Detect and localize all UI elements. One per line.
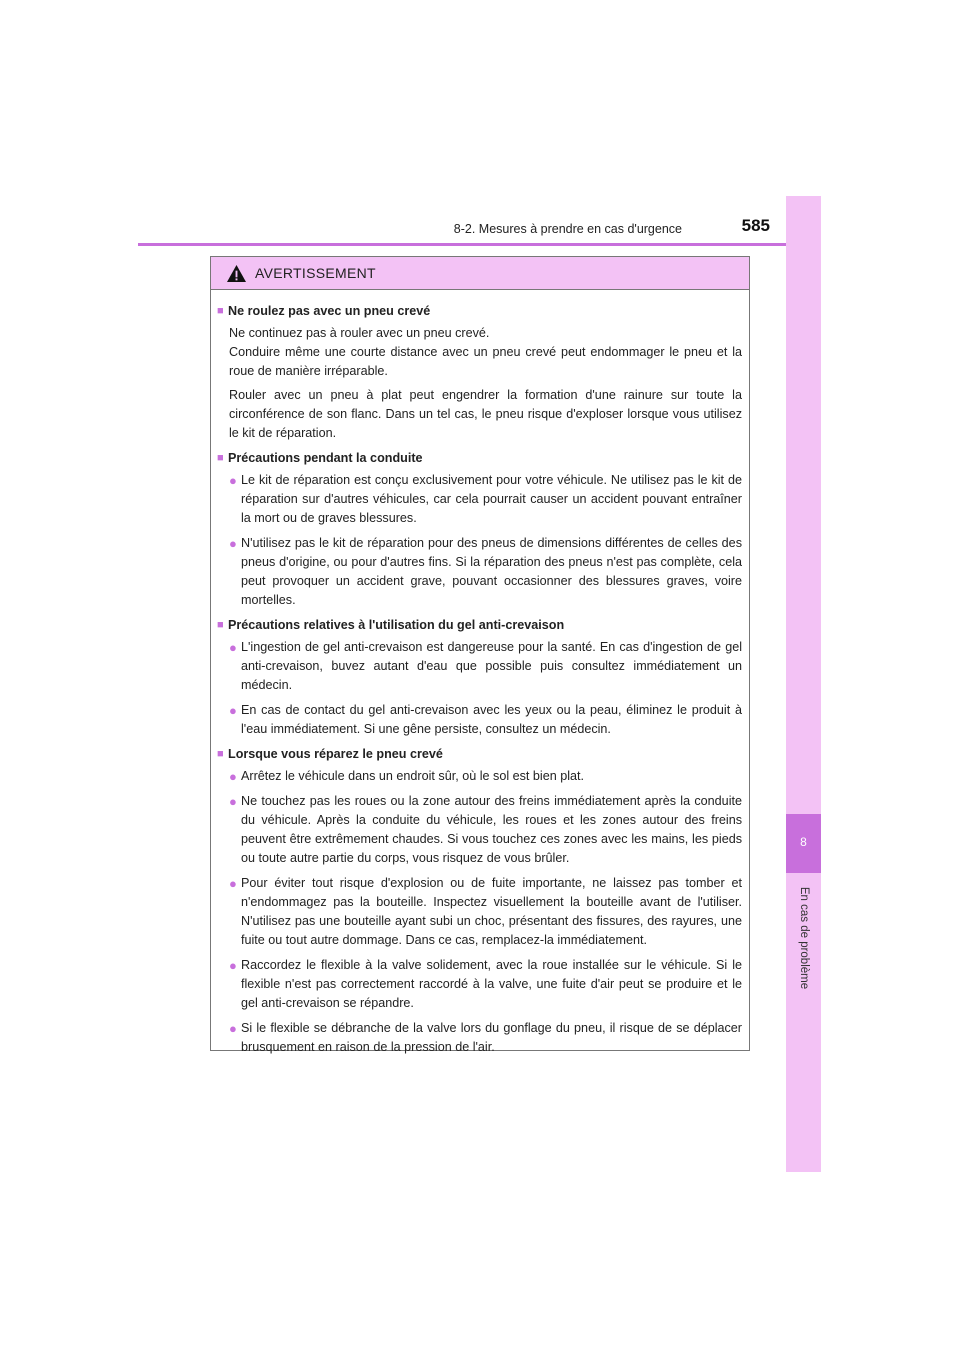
- circle-bullet-icon: ●: [229, 958, 237, 973]
- circle-bullet-icon: ●: [229, 1021, 237, 1036]
- list-item: ● Arrêtez le véhicule dans un endroit sûr, où le sol est bien plat.: [217, 767, 742, 786]
- circle-bullet-icon: ●: [229, 703, 237, 718]
- square-bullet-icon: ■: [217, 452, 224, 464]
- list-item: ● Pour éviter tout risque d'explosion ou de fuite importante, ne laissez pas tomber et n'endommagez pas la bouteille. Inspectez visuellement la bouteille avant de l'utiliser. N'utilisez pas une bouteille ayant subi un choc, présentant des fissures, des rayures, une fuite ou tout autre dommage. Dans ce cas, remplacez-la immédiatement.: [217, 874, 742, 950]
- square-bullet-icon: ■: [217, 748, 224, 760]
- circle-bullet-icon: ●: [229, 794, 237, 809]
- warning-box: [210, 256, 750, 1054]
- circle-bullet-icon: ●: [229, 876, 237, 891]
- page-number: 585: [741, 216, 770, 235]
- circle-bullet-icon: ●: [229, 640, 237, 655]
- paragraph: Ne continuez pas à rouler avec un pneu crevé. Conduire même une courte distance avec un pneu crevé peut endommager le pneu et la roue de manière irréparable.: [229, 326, 742, 378]
- section-heading: ■ Précautions relatives à l'utilisation du gel anti-crevaison: [217, 616, 742, 635]
- paragraph: Rouler avec un pneu à plat peut engendrer la formation d'une rainure sur toute la circonférence de son flanc. Dans un tel cas, le pneu risque d'exploser lorsque vous utilisez le kit de réparation.: [229, 388, 742, 440]
- chapter-title: En cas de problème: [798, 886, 811, 990]
- header-rule: [138, 243, 821, 246]
- warning-triangle-icon: [226, 264, 247, 283]
- section-heading: ■ Ne roulez pas avec un pneu crevé: [217, 302, 742, 321]
- chapter-side-tab: [786, 196, 821, 1172]
- list-item: ● N'utilisez pas le kit de réparation pour des pneus de dimensions différentes de celles des pneus d'origine, ou pour d'autres fins. Si la réparation des pneus n'est pas complète, cela peut provoquer un accident grave, pouvant occasionner des blessures graves, voire mortelles.: [217, 534, 742, 610]
- section-title: 8-2. Mesures à prendre en cas d'urgence: [453, 222, 682, 236]
- square-bullet-icon: ■: [217, 305, 224, 317]
- list-item: ● Le kit de réparation est conçu exclusivement pour votre véhicule. Ne utilisez pas le kit de réparation sur d'autres véhicules, car cela pourrait causer un accident pouvant entraîner la mort ou de graves blessures.: [217, 471, 742, 528]
- square-bullet-icon: ■: [217, 619, 224, 631]
- warning-header: [211, 257, 749, 290]
- circle-bullet-icon: ●: [229, 536, 237, 551]
- list-item: ● Si le flexible se débranche de la valve lors du gonflage du pneu, il risque de se déplacer brusquement en raison de la pression de l'air.: [217, 1019, 742, 1057]
- circle-bullet-icon: ●: [229, 473, 237, 488]
- list-item: ● L'ingestion de gel anti-crevaison est dangereuse pour la santé. En cas d'ingestion de gel anti-crevaison, buvez autant d'eau que possible puis consultez immédiatement un médecin.: [217, 638, 742, 695]
- list-item: ● Raccordez le flexible à la valve solidement, avec la roue installée sur le véhicule. Si le flexible n'est pas correctement raccordé à la valve, une fuite d'air peut se produire et le gel anti-crevaison se répandre.: [217, 956, 742, 1013]
- list-item: ● En cas de contact du gel anti-crevaison avec les yeux ou la peau, éliminez le produit à l'eau immédiatement. Si une gêne persiste, consultez un médecin.: [217, 701, 742, 739]
- section-heading: ■ Précautions pendant la conduite: [217, 449, 742, 468]
- circle-bullet-icon: ●: [229, 769, 237, 784]
- warning-body: [211, 290, 749, 1057]
- warning-title: AVERTISSEMENT: [255, 265, 376, 281]
- list-item: ● Ne touchez pas les roues ou la zone autour des freins immédiatement après la conduite du véhicule. Après la conduite du véhicule, les roues et les zones autour des freins peuvent être extrêmement chaudes. Si vous touchez ces zones avec les mains, les pieds ou toute autre partie du corps, vous risquez de vous brûler.: [217, 792, 742, 868]
- section-heading: ■ Lorsque vous réparez le pneu crevé: [217, 745, 742, 764]
- chapter-number: 8: [800, 835, 807, 849]
